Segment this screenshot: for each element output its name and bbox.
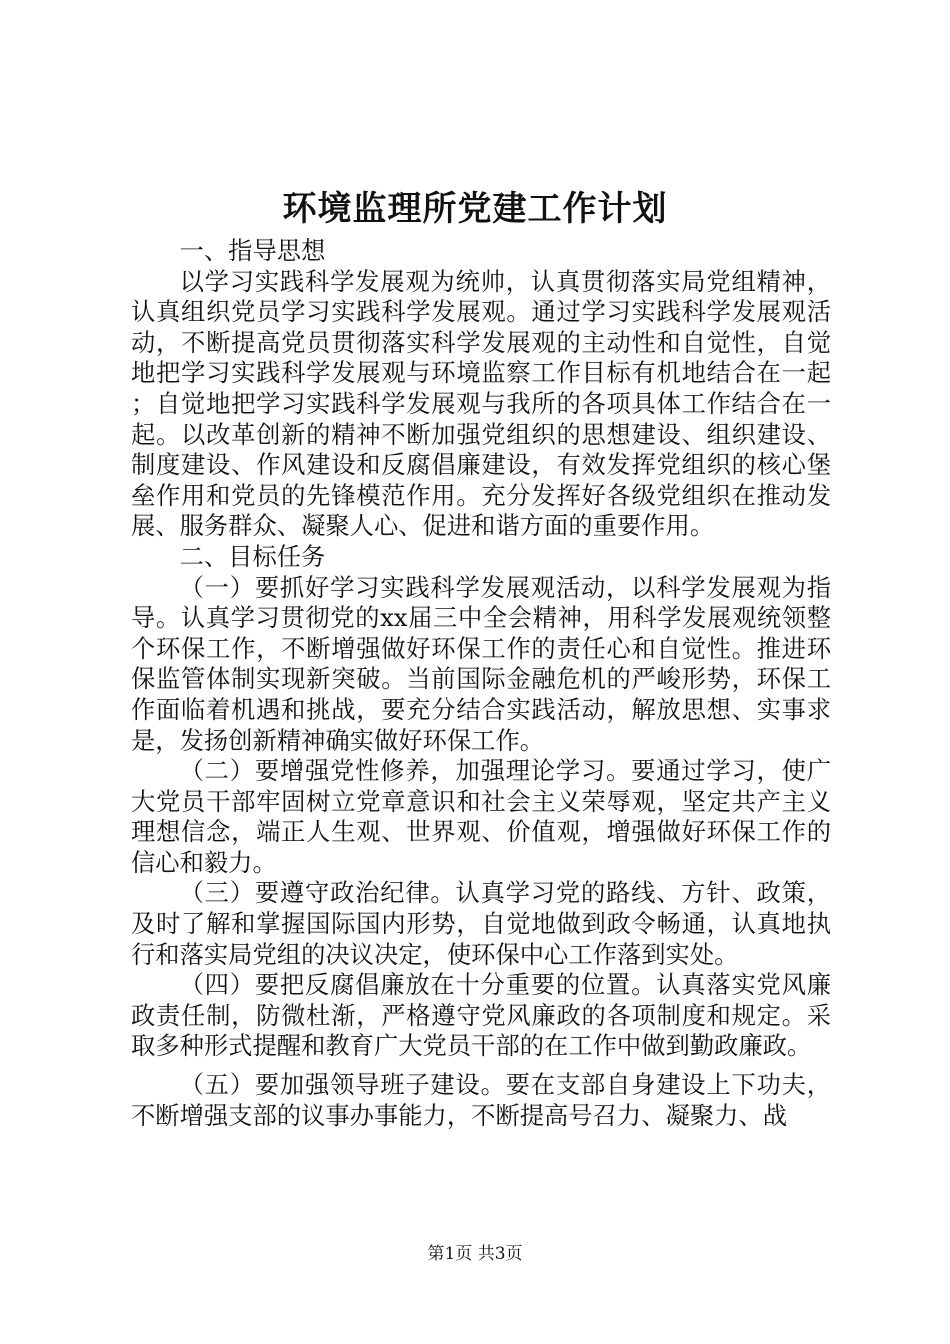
document-body: [131, 236, 831, 1131]
paragraph: （一）要抓好学习实践科学发展观活动，以科学发展观为指导。认真学习贯彻党的xx届三中全会精神，用科学发展观统领整个环保工作，不断增强做好环保工作的责任心和自觉性。推进环保监管体制实现新突破。当前国际金融危机的严峻形势，环保工作面临着机遇和挑战，要充分结合实践活动，解放思想、实事求是，发扬创新精神确实做好环保工作。: [131, 572, 831, 755]
page-footer: 第1页 共3页: [427, 1244, 523, 1264]
paragraph: （三）要遵守政治纪律。认真学习党的路线、方针、政策，及时了解和掌握国际国内形势，自觉地做到政令畅通，认真地执行和落实局党组的决议决定，使环保中心工作落到实处。: [131, 878, 831, 969]
paragraph: 以学习实践科学发展观为统帅，认真贯彻落实局党组精神，认真组织党员学习实践科学发展观。通过学习实践科学发展观活动，不断提高党员贯彻落实科学发展观的主动性和自觉性，自觉地把学习实践科学发展观与环境监察工作目标有机地结合在一起；自觉地把学习实践科学发展观与我所的各项具体工作结合在一起。以改革创新的精神不断加强党组织的思想建设、组织建设、制度建设、作风建设和反腐倡廉建设，有效发挥党组织的核心堡垒作用和党员的先锋模范作用。充分发挥好各级党组织在推动发展、服务群众、凝聚人心、促进和谐方面的重要作用。: [131, 266, 831, 541]
paragraph: （四）要把反腐倡廉放在十分重要的位置。认真落实党风廉政责任制，防微杜渐，严格遵守党风廉政的各项制度和规定。采取多种形式提醒和教育广大党员干部的在工作中做到勤政廉政。: [131, 970, 831, 1061]
document-title: 环境监理所党建工作计划: [282, 189, 668, 229]
paragraph: （五）要加强领导班子建设。要在支部自身建设上下功夫，不断增强支部的议事办事能力，不断提高号召力、凝聚力、战: [131, 1070, 831, 1130]
paragraph: （二）要增强党性修养，加强理论学习。要通过学习，使广大党员干部牢固树立党章意识和社会主义荣辱观，坚定共产主义理想信念，端正人生观、世界观、价值观，增强做好环保工作的信心和毅力。: [131, 756, 831, 877]
section-heading: 一、指导思想: [179, 236, 326, 265]
section-heading: 二、目标任务: [179, 541, 326, 571]
